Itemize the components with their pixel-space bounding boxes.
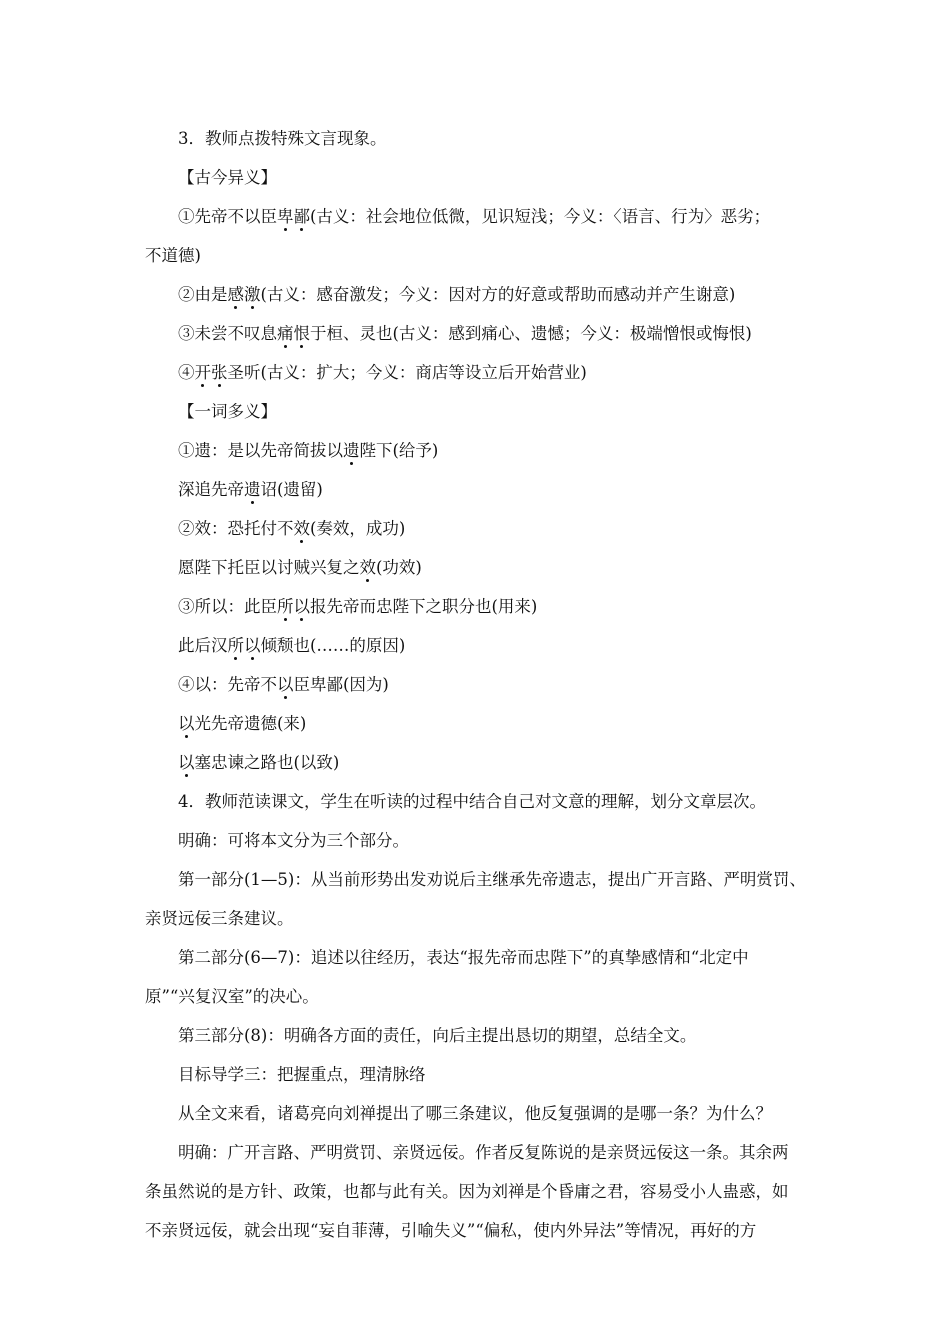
- emphasis-dotted-word: [277, 324, 310, 343]
- paragraph-line: 第二部分(6—7)：追述以往经历，表达“报先帝而忠陛下”的真挚感情和“北定中: [178, 948, 749, 967]
- emphasis-dotted-word: [277, 597, 310, 616]
- paragraph-line: 明确：可将本文分为三个部分。: [178, 831, 409, 850]
- emphasis-char: 遗: [343, 441, 360, 460]
- paragraph-line: 此后汉所以倾颓也(……的原因): [178, 636, 406, 655]
- emphasis-char: 痛: [277, 324, 294, 343]
- emphasis-char: 遗: [244, 480, 261, 499]
- emphasis-char: 激: [244, 285, 261, 304]
- emphasis-char: 以: [277, 675, 294, 694]
- emphasis-dotted-word: [277, 675, 294, 694]
- paragraph-line: 第三部分(8)：明确各方面的责任，向后主提出恳切的期望，总结全文。: [178, 1026, 697, 1045]
- paragraph-line: 以光先帝遗德(来): [178, 714, 307, 733]
- paragraph-line: ④以：先帝不以臣卑鄙(因为): [178, 675, 389, 694]
- paragraph-line: 明确：广开言路、严明赏罚、亲贤远佞。作者反复陈说的是亲贤远佞这一条。其余两: [178, 1143, 789, 1162]
- emphasis-dotted-word: [195, 363, 228, 382]
- paragraph-line: 愿陛下托臣以讨贼兴复之效(功效): [178, 558, 422, 577]
- paragraph-line: 亲贤远佞三条建议。: [145, 909, 294, 928]
- paragraph-line: 深追先帝遗诏(遗留): [178, 480, 323, 499]
- emphasis-dotted-word: [360, 558, 377, 577]
- paragraph-line: ④开张圣听(古义：扩大；今义：商店等设立后开始营业): [178, 363, 587, 382]
- paragraph-line: 从全文来看，诸葛亮向刘禅提出了哪三条建议，他反复强调的是哪一条？为什么？: [178, 1104, 772, 1123]
- emphasis-char: 所: [227, 636, 244, 655]
- paragraph-line: ②由是感激(古义：感奋激发；今义：因对方的好意或帮助而感动并产生谢意): [178, 285, 736, 304]
- paragraph-line: ①遗：是以先帝简拔以遗陛下(给予): [178, 441, 439, 460]
- section-heading-ancient-modern-meaning: 【古今异义】: [178, 168, 277, 187]
- emphasis-char: 以: [178, 753, 195, 772]
- emphasis-char: 卑: [277, 207, 294, 226]
- emphasis-char: 效: [359, 558, 376, 577]
- paragraph-line: 不道德): [145, 246, 201, 265]
- paragraph-line: ③未尝不叹息痛恨于桓、灵也(古义：感到痛心、遗憾；今义：极端憎恨或悔恨): [178, 324, 752, 343]
- step-3-heading: 3．教师点拨特殊文言现象。: [178, 129, 387, 148]
- emphasis-dotted-word: [228, 285, 261, 304]
- paragraph-line: 第一部分(1—5)：从当前形势出发劝说后主继承先帝遗志，提出广开言路、严明赏罚、: [178, 870, 806, 889]
- emphasis-char: 以: [293, 597, 310, 616]
- emphasis-char: 恨: [293, 324, 310, 343]
- paragraph-line: ③所以：此臣所以报先帝而忠陛下之职分也(用来): [178, 597, 538, 616]
- emphasis-char: 开: [194, 363, 211, 382]
- emphasis-dotted-word: [294, 519, 311, 538]
- emphasis-dotted-word: [178, 714, 195, 733]
- paragraph-line: ①先帝不以臣卑鄙(古义：社会地位低微，见识短浅；今义：〈语言、行为〉恶劣；: [178, 207, 771, 226]
- paragraph-line: 条虽然说的是方针、政策，也都与此有关。因为刘禅是个昏庸之君，容易受小人蛊惑，如: [145, 1182, 789, 1201]
- emphasis-dotted-word: [244, 480, 261, 499]
- emphasis-char: 所: [277, 597, 294, 616]
- paragraph-line: 不亲贤远佞，就会出现“妄自菲薄，引喻失义”“偏私，使内外异法”等情况，再好的方: [145, 1221, 757, 1240]
- emphasis-dotted-word: [277, 207, 310, 226]
- paragraph-line: ②效：恐托付不效(奏效，成功): [178, 519, 406, 538]
- paragraph-line: 以塞忠谏之路也(以致): [178, 753, 340, 772]
- emphasis-char: 效: [293, 519, 310, 538]
- paragraph-line: 原”“兴复汉室”的决心。: [145, 987, 319, 1006]
- emphasis-char: 鄙: [293, 207, 310, 226]
- emphasis-char: 感: [227, 285, 244, 304]
- emphasis-char: 以: [178, 714, 195, 733]
- section-heading-goal-3: 目标导学三：把握重点，理清脉络: [178, 1065, 426, 1084]
- emphasis-dotted-word: [178, 753, 195, 772]
- emphasis-dotted-word: [343, 441, 360, 460]
- section-heading-polysemy: 【一词多义】: [178, 402, 277, 421]
- emphasis-dotted-word: [228, 636, 261, 655]
- step-4-heading: 4．教师范读课文，学生在听读的过程中结合自己对文意的理解，划分文章层次。: [178, 792, 766, 811]
- emphasis-char: 张: [211, 363, 228, 382]
- emphasis-char: 以: [244, 636, 261, 655]
